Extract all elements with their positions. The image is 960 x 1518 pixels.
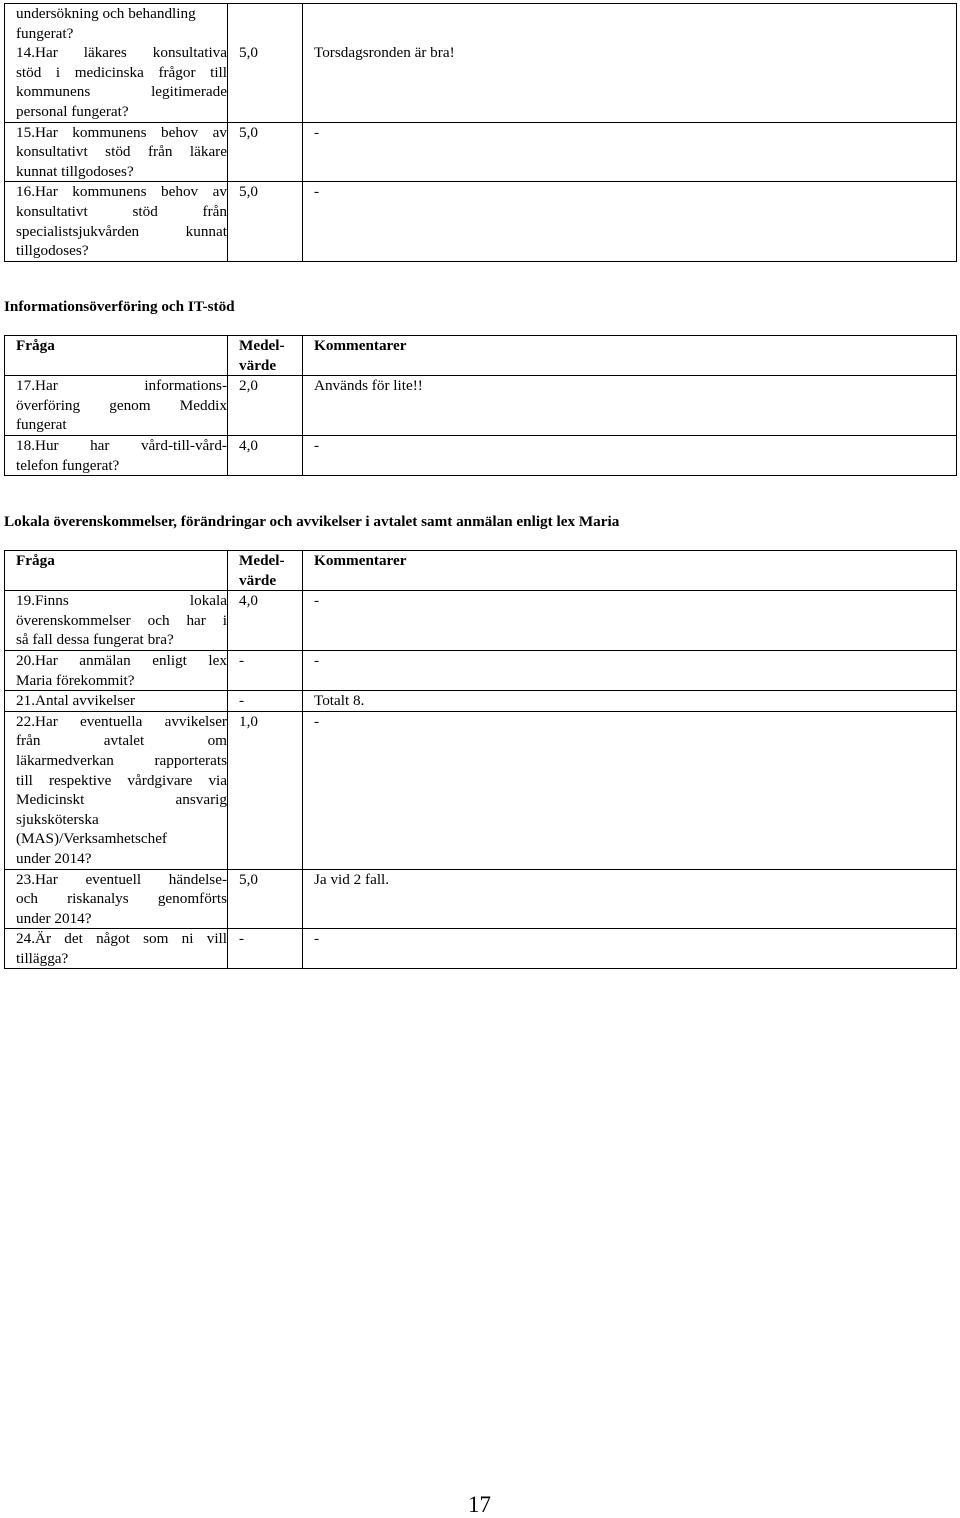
value-cell xyxy=(228,122,303,182)
table-row xyxy=(5,122,957,182)
question-cell xyxy=(5,869,228,929)
table-row xyxy=(5,376,957,436)
question-line: konsultativt stöd från läkare xyxy=(16,143,227,161)
section-heading: Informationsöverföring och IT-stöd xyxy=(4,298,235,315)
table-row xyxy=(5,4,957,123)
question-line: telefon fungerat? xyxy=(16,456,120,474)
question-cell xyxy=(5,691,228,712)
mean-value: 2,0 xyxy=(239,377,258,395)
question-line: fungerat? xyxy=(16,24,74,42)
table-continuation xyxy=(4,3,957,262)
question-line: 15.Har kommunens behov av xyxy=(16,123,227,141)
question-cell xyxy=(5,122,228,182)
header-comment xyxy=(303,551,957,591)
question-line: Maria förekommit? xyxy=(16,671,135,689)
comment-cell xyxy=(303,122,957,182)
question-line: 23.Har eventuell händelse- xyxy=(16,870,227,888)
question-line: under 2014? xyxy=(16,849,92,867)
header-question-label: Fråga xyxy=(16,337,55,354)
comment-cell xyxy=(303,711,957,869)
value-cell xyxy=(228,182,303,261)
header-value-label: Medel- xyxy=(239,552,285,569)
comment-cell xyxy=(303,376,957,436)
section-heading: Lokala överenskommelser, förändringar och avvikelser i avtalet samt anmälan enligt lex Maria xyxy=(4,513,620,530)
header-value-label: värde xyxy=(239,571,277,589)
value-cell xyxy=(228,4,303,123)
question-line: tillgodoses? xyxy=(16,242,89,260)
value-cell xyxy=(228,591,303,651)
question-line: under 2014? xyxy=(16,909,92,927)
question-line: 17.Har informations- xyxy=(16,377,227,395)
comment-cell xyxy=(303,435,957,475)
header-value-label: Medel- xyxy=(239,337,285,354)
comment-text: Används för lite!! xyxy=(314,377,423,395)
comment-cell xyxy=(303,650,957,690)
question-cell xyxy=(5,929,228,969)
header-comment-label: Kommentarer xyxy=(314,337,407,354)
table-row xyxy=(5,929,957,969)
comment-cell xyxy=(303,591,957,651)
table-header-row xyxy=(5,551,957,591)
mean-value: 5,0 xyxy=(239,183,258,201)
question-cell xyxy=(5,650,228,690)
comment-text: Ja vid 2 fall. xyxy=(314,870,390,888)
header-comment xyxy=(303,336,957,376)
comment-cell xyxy=(303,929,957,969)
comment-cell xyxy=(303,869,957,929)
question-line: stöd i medicinska frågor till xyxy=(16,63,227,81)
comment-cell xyxy=(303,182,957,261)
comment-text: - xyxy=(314,436,320,454)
table-row xyxy=(5,182,957,261)
table-lokala xyxy=(4,550,957,969)
question-line: till respektive vårdgivare via xyxy=(16,771,227,789)
mean-value: - xyxy=(239,692,245,710)
page-number: 17 xyxy=(468,1492,491,1517)
header-question xyxy=(5,336,228,376)
table-row xyxy=(5,650,957,690)
question-line: och riskanalys genomförts xyxy=(16,890,227,908)
mean-value: 4,0 xyxy=(239,592,258,610)
question-cell xyxy=(5,182,228,261)
mean-value: - xyxy=(239,930,245,948)
question-cell xyxy=(5,591,228,651)
mean-value: 4,0 xyxy=(239,436,258,454)
value-cell xyxy=(228,650,303,690)
question-line: 22.Har eventuella avvikelser xyxy=(16,712,227,730)
question-line: 21.Antal avvikelser xyxy=(16,692,135,710)
question-line: fungerat xyxy=(16,416,67,434)
question-cell xyxy=(5,376,228,436)
question-line: specialistsjukvården kunnat xyxy=(16,222,227,240)
mean-value: - xyxy=(239,651,245,669)
question-line: konsultativt stöd från xyxy=(16,202,227,220)
value-cell xyxy=(228,711,303,869)
value-cell xyxy=(228,376,303,436)
comment-text: - xyxy=(314,592,320,610)
header-question xyxy=(5,551,228,591)
question-cell xyxy=(5,711,228,869)
comment-text: - xyxy=(314,930,320,948)
comment-text: - xyxy=(314,712,320,730)
table-row xyxy=(5,869,957,929)
table-row xyxy=(5,435,957,475)
comment-text: Torsdagsronden är bra! xyxy=(314,44,455,61)
value-cell xyxy=(228,691,303,712)
comment-text: - xyxy=(314,123,320,141)
table-row xyxy=(5,711,957,869)
question-line: 18.Hur har vård-till-vård- xyxy=(16,436,227,454)
value-cell xyxy=(228,869,303,929)
mean-value: 5,0 xyxy=(239,123,258,141)
mean-value: 5,0 xyxy=(239,44,258,61)
question-line: personal fungerat? xyxy=(16,102,129,120)
question-line: överenskommelser och har i xyxy=(16,611,227,629)
comment-cell xyxy=(303,4,957,123)
header-comment-label: Kommentarer xyxy=(314,552,407,569)
value-cell xyxy=(228,929,303,969)
question-line: Medicinskt ansvarig xyxy=(16,791,227,809)
comment-cell xyxy=(303,691,957,712)
header-value xyxy=(228,336,303,376)
question-line: tillägga? xyxy=(16,949,69,967)
question-line: från avtalet om xyxy=(16,732,227,750)
question-line: överföring genom Meddix xyxy=(16,396,227,414)
table-it xyxy=(4,335,957,476)
table-row xyxy=(5,691,957,712)
question-line: läkarmedverkan rapporterats xyxy=(16,751,227,769)
question-line: 24.Är det något som ni vill xyxy=(16,930,227,948)
table-row xyxy=(5,591,957,651)
question-line: 20.Har anmälan enligt lex xyxy=(16,651,227,669)
mean-value: 1,0 xyxy=(239,712,258,730)
question-line: 14.Har läkares konsultativa xyxy=(16,44,227,62)
question-line: (MAS)/Verksamhetschef xyxy=(16,830,167,848)
header-question-label: Fråga xyxy=(16,552,55,569)
mean-value: 5,0 xyxy=(239,870,258,888)
question-line: kunnat tillgodoses? xyxy=(16,162,134,180)
header-value-label: värde xyxy=(239,356,277,374)
question-line: 16.Har kommunens behov av xyxy=(16,183,227,201)
table-header-row xyxy=(5,336,957,376)
question-cell xyxy=(5,4,228,123)
comment-text: - xyxy=(314,183,320,201)
comment-text: Totalt 8. xyxy=(314,692,365,710)
question-line: undersökning och behandling xyxy=(16,5,196,22)
value-cell xyxy=(228,435,303,475)
comment-text: - xyxy=(314,651,320,669)
question-line: kommunens legitimerade xyxy=(16,83,227,101)
question-line: så fall dessa fungerat bra? xyxy=(16,631,174,649)
question-line: sjuksköterska xyxy=(16,810,99,828)
question-line: 19.Finns lokala xyxy=(16,592,227,610)
header-value xyxy=(228,551,303,591)
question-cell xyxy=(5,435,228,475)
